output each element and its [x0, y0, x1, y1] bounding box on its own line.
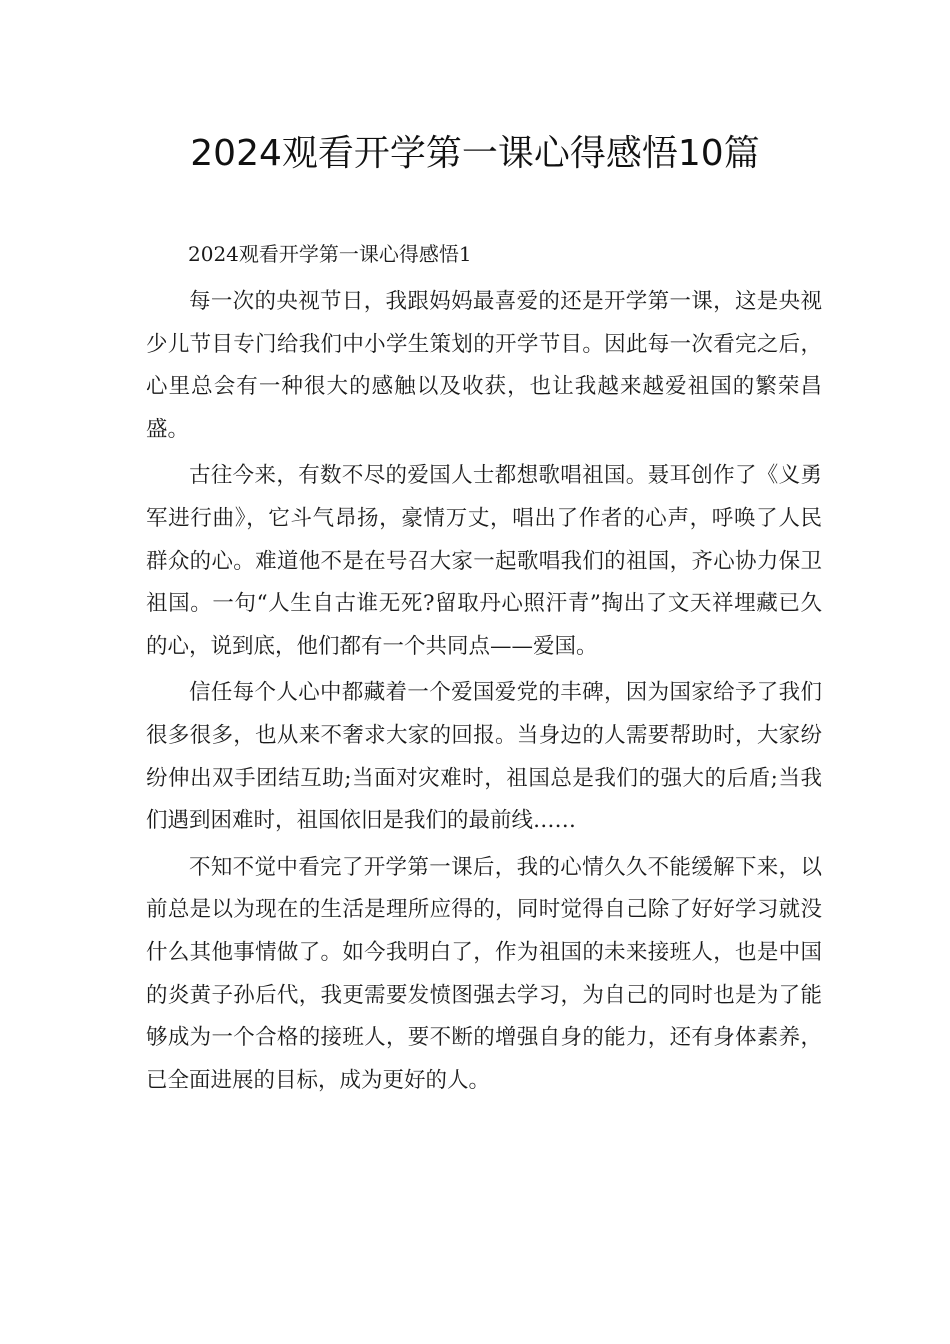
paragraph-1: 每一次的央视节日，我跟妈妈最喜爱的还是开学第一课，这是央视少儿节目专门给我们中小学生策划的开学节目。因此每一次看完之后，心里总会有一种很大的感触以及收获，也让我越来越爱祖国的繁荣昌盛。 — [146, 289, 822, 442]
body-text — [146, 281, 822, 1106]
paragraph-4: 不知不觉中看完了开学第一课后，我的心情久久不能缓解下来，以前总是以为现在的生活是理所应得的，同时觉得自己除了好好学习就没什么其他事情做了。如今我明白了，作为祖国的未来接班人，也是中国的炎黄子孙后代，我更需要发愤图强去学习，为自己的同时也是为了能够成为一个合格的接班人，要不断的增强自身的能力，还有身体素养，已全面进展的目标，成为更好的人。 — [146, 854, 822, 1093]
document-title: 2024观看开学第一课心得感悟10篇 — [190, 133, 760, 174]
section-heading: 2024观看开学第一课心得感悟1 — [188, 242, 472, 266]
paragraph-3: 信任每个人心中都藏着一个爱国爱党的丰碑，因为国家给予了我们很多很多，也从来不奢求大家的回报。当身边的人需要帮助时，大家纷纷伸出双手团结互助;当面对灾难时，祖国总是我们的强大的后盾;当我们遇到困难时，祖国依旧是我们的最前线…… — [146, 680, 822, 834]
paragraph-2: 古往今来，有数不尽的爱国人士都想歌唱祖国。聂耳创作了《义勇军进行曲》，它斗气昂扬，豪情万丈，唱出了作者的心声，呼唤了人民群众的心。难道他不是在号召大家一起歌唱我们的祖国，齐心协力保卫祖国。一句“人生自古谁无死?留取丹心照汗青”掏出了文天祥埋藏已久的心，说到底，他们都有一个共同点——爱国。 — [146, 463, 822, 659]
